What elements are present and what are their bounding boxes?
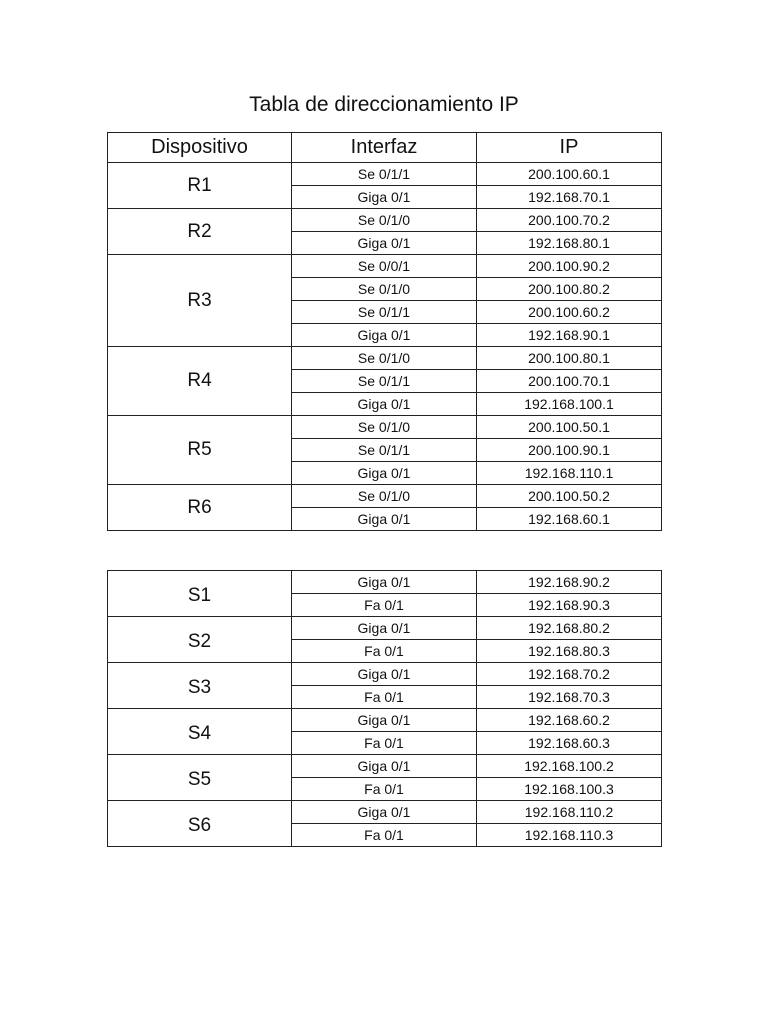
interface-cell: Se 0/1/1 [292,370,477,393]
switch-addressing-table [107,570,662,847]
table-row [108,347,662,370]
interface-cell: Giga 0/1 [292,663,477,686]
table-row [108,801,662,824]
interface-cell: Giga 0/1 [292,508,477,531]
header-row [108,133,662,163]
ip-address-cell: 200.100.80.2 [477,278,662,301]
device-name: S1 [108,571,292,617]
ip-address-cell: 192.168.60.1 [477,508,662,531]
device-name: R1 [108,163,292,209]
interface-cell: Fa 0/1 [292,732,477,755]
ip-address-cell: 192.168.80.1 [477,232,662,255]
ip-address-cell: 192.168.100.3 [477,778,662,801]
interface-cell: Fa 0/1 [292,594,477,617]
table-row [108,663,662,686]
interface-cell: Se 0/1/0 [292,209,477,232]
ip-address-cell: 192.168.80.2 [477,617,662,640]
ip-address-cell: 192.168.90.2 [477,571,662,594]
interface-cell: Fa 0/1 [292,640,477,663]
device-name: R5 [108,416,292,485]
interface-cell: Fa 0/1 [292,778,477,801]
interface-cell: Giga 0/1 [292,755,477,778]
interface-cell: Se 0/1/0 [292,416,477,439]
ip-address-cell: 192.168.110.3 [477,824,662,847]
interface-cell: Se 0/1/1 [292,163,477,186]
ip-address-cell: 192.168.70.2 [477,663,662,686]
device-name: R2 [108,209,292,255]
ip-address-cell: 200.100.80.1 [477,347,662,370]
interface-cell: Giga 0/1 [292,571,477,594]
ip-address-cell: 192.168.100.1 [477,393,662,416]
ip-address-cell: 192.168.90.1 [477,324,662,347]
ip-address-cell: 200.100.90.1 [477,439,662,462]
device-name: S6 [108,801,292,847]
device-name: R4 [108,347,292,416]
device-name: S3 [108,663,292,709]
interface-cell: Giga 0/1 [292,393,477,416]
device-name: S2 [108,617,292,663]
ip-address-cell: 192.168.80.3 [477,640,662,663]
ip-address-cell: 200.100.50.2 [477,485,662,508]
ip-address-cell: 192.168.70.3 [477,686,662,709]
interface-cell: Giga 0/1 [292,617,477,640]
interface-cell: Giga 0/1 [292,186,477,209]
header-interface: Interfaz [292,133,477,163]
table-row [108,485,662,508]
interface-cell: Giga 0/1 [292,462,477,485]
table-row [108,709,662,732]
interface-cell: Se 0/1/0 [292,347,477,370]
device-name: R3 [108,255,292,347]
interface-cell: Se 0/1/0 [292,278,477,301]
ip-address-cell: 200.100.90.2 [477,255,662,278]
table-row [108,755,662,778]
ip-address-cell: 192.168.110.2 [477,801,662,824]
page-title: Tabla de direccionamiento IP [249,93,519,116]
header-ip: IP [477,133,662,163]
device-name: R6 [108,485,292,531]
table-row [108,163,662,186]
table-row [108,571,662,594]
table-row [108,255,662,278]
ip-address-cell: 192.168.70.1 [477,186,662,209]
interface-cell: Giga 0/1 [292,709,477,732]
ip-address-cell: 192.168.60.3 [477,732,662,755]
table-row [108,416,662,439]
interface-cell: Giga 0/1 [292,232,477,255]
ip-address-cell: 200.100.50.1 [477,416,662,439]
interface-cell: Giga 0/1 [292,801,477,824]
header-device: Dispositivo [108,133,292,163]
ip-address-cell: 200.100.60.1 [477,163,662,186]
interface-cell: Se 0/1/0 [292,485,477,508]
interface-cell: Se 0/1/1 [292,301,477,324]
device-name: S5 [108,755,292,801]
interface-cell: Giga 0/1 [292,324,477,347]
switch-table-body [108,571,662,847]
ip-address-cell: 200.100.60.2 [477,301,662,324]
ip-address-cell: 200.100.70.2 [477,209,662,232]
interface-cell: Fa 0/1 [292,824,477,847]
interface-cell: Fa 0/1 [292,686,477,709]
interface-cell: Se 0/0/1 [292,255,477,278]
table-row [108,617,662,640]
ip-address-cell: 192.168.60.2 [477,709,662,732]
ip-address-cell: 200.100.70.1 [477,370,662,393]
ip-address-cell: 192.168.90.3 [477,594,662,617]
router-table-body [108,163,662,531]
table-row [108,209,662,232]
ip-address-cell: 192.168.100.2 [477,755,662,778]
device-name: S4 [108,709,292,755]
interface-cell: Se 0/1/1 [292,439,477,462]
router-addressing-table [107,132,662,531]
ip-address-cell: 192.168.110.1 [477,462,662,485]
